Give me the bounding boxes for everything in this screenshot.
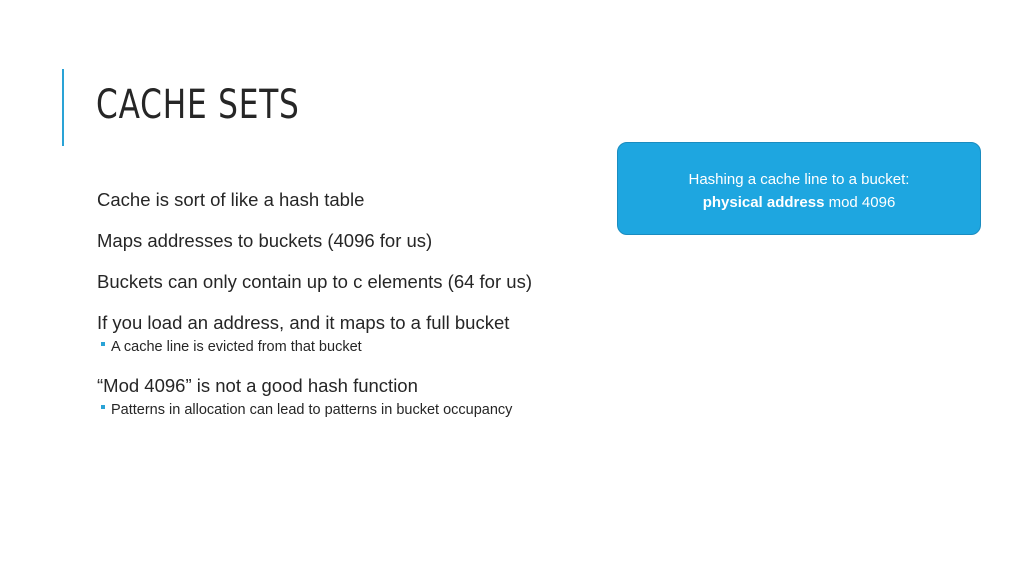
- callout-line2: [618, 191, 980, 214]
- bullet-list: [97, 188, 617, 420]
- square-bullet-icon: [101, 342, 105, 346]
- square-bullet-icon: [101, 405, 105, 409]
- sub-bullet-item: [97, 337, 617, 357]
- bullet-item: Buckets can only contain up to c elements (64 for us): [97, 271, 532, 292]
- bullet-item: Cache is sort of like a hash table: [97, 189, 365, 210]
- callout-rest-text: mod 4096: [824, 194, 896, 211]
- sub-bullet-text: A cache line is evicted from that bucket: [111, 339, 362, 355]
- sub-bullet-item: [97, 400, 617, 420]
- slide-title: CACHE SETS: [96, 82, 300, 128]
- callout-bold-text: physical address: [702, 194, 825, 211]
- bullet-item-group: [97, 374, 617, 420]
- callout-box: [617, 142, 981, 235]
- sub-bullet-text: Patterns in allocation can lead to patterns in bucket occupancy: [111, 402, 513, 418]
- callout-line1: Hashing a cache line to a bucket:: [688, 171, 910, 188]
- bullet-item-group: [97, 311, 617, 357]
- bullet-item: Maps addresses to buckets (4096 for us): [97, 230, 433, 251]
- bullet-item: “Mod 4096” is not a good hash function: [97, 375, 418, 396]
- bullet-item: If you load an address, and it maps to a full bucket: [97, 312, 510, 333]
- title-accent-bar: [62, 69, 64, 146]
